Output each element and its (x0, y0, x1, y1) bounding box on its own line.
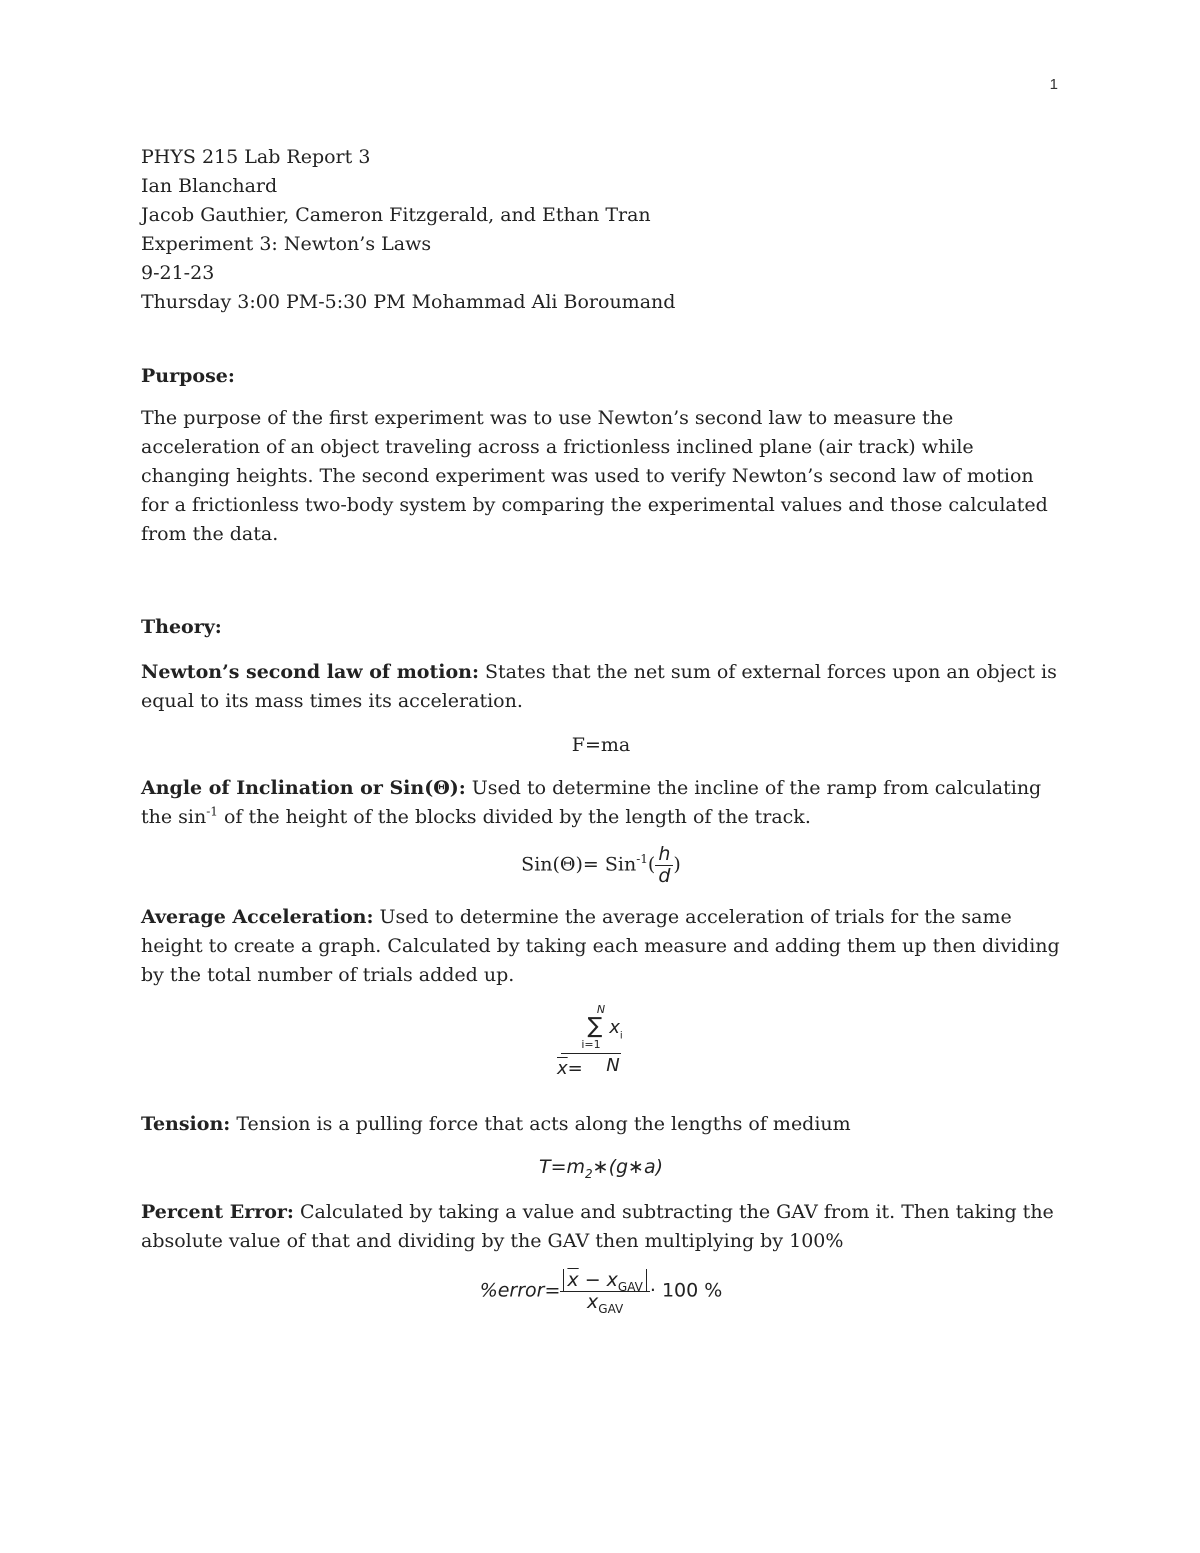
average-text: Used to determine the average acceleration of trials for the same height to create a graph. Calculated by taking each measure and adding them up then dividing by the total number of trials added up. (141, 905, 1060, 986)
tension-eq-left: T=m (538, 1155, 586, 1178)
percent-error-text: Calculated by taking a value and subtracting the GAV from it. Then taking the absolute value of that and dividing by the GAV then multiplying by 100% (141, 1200, 1054, 1252)
percent-error-term: Percent Error: (141, 1200, 294, 1223)
percent-error-eq-numerator (560, 1270, 649, 1292)
angle-term: Angle of Inclination or Sin(Θ): (141, 777, 466, 799)
purpose-paragraph: The purpose of the first experiment was to use Newton’s second law to measure the acceleration of an object traveling across a frictionless inclined plane (air track) while changing heights. The second experiment was used to verify Newton’s second law of motion for a frictionless two-body system by comparing the experimental values and those calculated from the data. (141, 407, 1048, 545)
tension-eq-right: ∗(g∗a) (592, 1155, 664, 1178)
newton-law-term: Newton’s second law of motion: (141, 661, 479, 683)
lab-partners: Jacob Gauthier, Cameron Fitzgerald, and Ethan Tran (141, 204, 651, 226)
purpose-heading: Purpose: (141, 365, 235, 387)
angle-eq-superscript: -1 (636, 852, 648, 867)
percent-error-eq-num-sub: GAV (617, 1279, 643, 1294)
percent-error-eq-den-var: x (587, 1290, 599, 1313)
page-number: 1 (1049, 76, 1058, 93)
report-header (141, 143, 1061, 317)
percent-error-equation (141, 1268, 1061, 1316)
angle-eq-fraction (655, 844, 673, 887)
tension-text: Tension is a pulling force that acts along the lengths of medium (230, 1112, 851, 1135)
tension-equation (141, 1153, 1061, 1182)
percent-error-paragraph (141, 1198, 1061, 1256)
author-name: Ian Blanchard (141, 175, 278, 197)
angle-eq-denominator: d (658, 864, 671, 887)
tension-paragraph (141, 1110, 1061, 1139)
average-eq-var: x (609, 1016, 620, 1038)
average-eq-sum-upper: N (596, 1002, 606, 1016)
newton-law-text: States that the net sum of external forces upon an object is equal to its mass times its acceleration. (141, 661, 1057, 712)
newton-law-equation: F=ma (571, 734, 631, 756)
percent-error-eq-den-sub: GAV (598, 1301, 624, 1316)
newton-law-paragraph (141, 658, 1061, 716)
tension-term: Tension: (141, 1112, 231, 1135)
course-title: PHYS 215 Lab Report 3 (141, 146, 371, 168)
lab-section: Thursday 3:00 PM-5:30 PM Mohammad Ali Boroumand (141, 291, 676, 313)
average-eq-fraction (583, 1004, 643, 1078)
percent-error-eq-denominator (584, 1290, 626, 1316)
average-eq-sum-lower: i=1 (561, 1039, 621, 1054)
percent-error-eq-xbar: $\overline{x}$ (567, 1268, 579, 1291)
experiment-title: Experiment 3: Newton’s Laws (141, 233, 432, 255)
theory-heading: Theory: (141, 616, 222, 638)
average-eq-sum-symbol (567, 1013, 643, 1042)
percent-error-eq-minus: − x (578, 1268, 618, 1291)
percent-error-eq-left: %error= (479, 1279, 561, 1302)
document-body (141, 143, 1061, 1316)
angle-eq-left: Sin(Θ)= Sin (521, 853, 637, 876)
average-eq-var-sub: i (619, 1030, 623, 1042)
average-paragraph (141, 903, 1061, 990)
tension-eq-sub: 2 (585, 1166, 593, 1181)
angle-paragraph (141, 774, 1061, 832)
angle-text-superscript: -1 (206, 804, 218, 819)
report-date: 9-21-23 (141, 262, 215, 284)
angle-text-before: Used to determine the incline of the ramp from calculating the sin (141, 777, 1042, 828)
percent-error-eq-fraction (560, 1268, 649, 1316)
percent-error-eq-right: · 100 % (649, 1279, 723, 1302)
average-eq-lhs: $\overline{x}=$ (557, 1057, 583, 1079)
average-eq-denominator: N (606, 1054, 620, 1076)
average-term: Average Acceleration: (141, 905, 374, 928)
angle-equation: Sin(Θ)= Sin$^{-1}$( $\frac{h}{d}$ ) (521, 843, 681, 887)
angle-text-after: of the height of the blocks divided by the length of the track. (217, 806, 811, 828)
angle-eq-numerator: h (655, 844, 673, 866)
average-eq-xbar: $\overline{x}$ (557, 1057, 568, 1079)
sigma-symbol: ∑ (587, 1013, 603, 1039)
average-equation (141, 1004, 1061, 1098)
